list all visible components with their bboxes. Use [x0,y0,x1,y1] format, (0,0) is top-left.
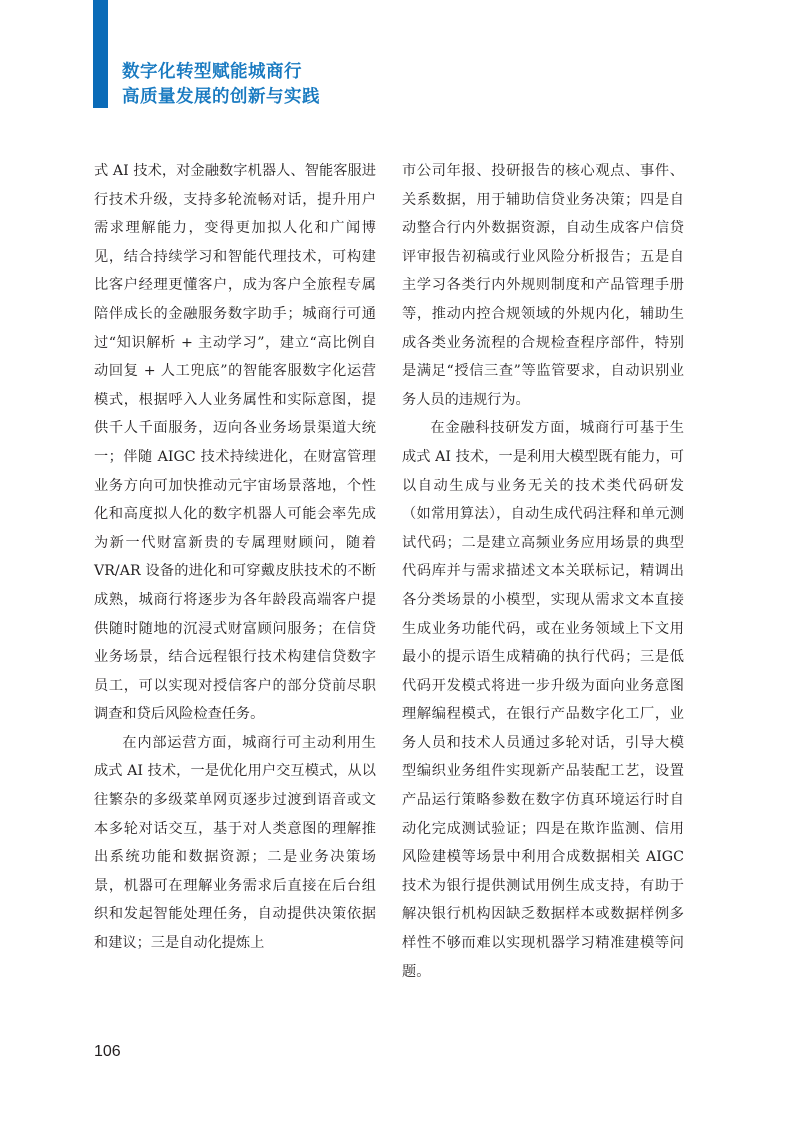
header-accent-bar [93,0,108,108]
running-header-line-1: 数字化转型赋能城商行 [122,62,302,82]
page-number: 106 [94,1043,121,1060]
paragraph: 式 AI 技术，对金融数字机器人、智能客服进行技术升级，支持多轮流畅对话，提升用户需求理解能力，变得更加拟人化和广闻博见，结合持续学习和智能代理技术，可构建比客户经理更懂客户，成为客户全旅程专属陪伴成长的金融服务数字助手；城商行可通过“知识解析 + 主动学习”，建立“高比例自动回复 + 人工兜底”的智能客服数字化运营模式，根据呼入人业务属性和实际意图，提供千人千面服务，迈向各业务场景渠道大统一；伴随 AIGC 技术持续进化，在财富管理业务方向可加快推动元宇宙场景落地，个性化和高度拟人化的数字机器人可能会率先成为新一代财富新贵的专属理财顾问，随着 VR/AR 设备的进化和可穿戴皮肤技术的不断成熟，城商行将逐步为各年龄段高端客户提供随时随地的沉浸式财富顾问服务；在信贷业务场景，结合远程银行技术构建信贷数字员工，可以实现对授信客户的部分贷前尽职调查和贷后风险检查任务。 [94,163,376,723]
running-header-line-2: 高质量发展的创新与实践 [122,87,320,107]
paragraph: 在金融科技研发方面，城商行可基于生成式 AI 技术，一是利用大模型既有能力，可以自动生成与业务无关的技术类代码研发（如常用算法），自动生成代码注释和单元测试代码；二是建立高频业务应用场景的典型代码库并与需求描述文本关联标记，精调出各分类场景的小模型，实现从需求文本直接生成业务功能代码，或在业务领域上下文用最小的提示语生成精确的执行代码；三是低代码开发模式将进一步升级为面向业务意图理解编程模式，在银行产品数字化工厂，业务人员和技术人员通过多轮对话，引导大模型编织业务组件实现新产品装配工艺，设置产品运行策略参数在数字仿真环境运行时自动化完成测试验证；四是在欺诈监测、信用风险建模等场景中利用合成数据相关 AIGC 技术为银行提供测试用例生成支持，有助于解决银行机构因缺乏数据样本或数据样例多样性不够而难以实现机器学习精准建模等问题。 [402,420,684,980]
running-header [122,60,320,110]
paragraph: 市公司年报、投研报告的核心观点、事件、关系数据，用于辅助信贷业务决策；四是自动整合行内外数据资源，自动生成客户信贷评审报告初稿或行业风险分析报告；五是自主学习各类行内外规则制度和产品管理手册等，推动内控合规领域的外规内化，辅助生成各类业务流程的合规检查程序部件，特别是满足“授信三查”等监管要求，自动识别业务人员的违规行为。 [402,163,684,408]
paragraph: 在内部运营方面，城商行可主动利用生成式 AI 技术，一是优化用户交互模式，从以往繁杂的多级菜单网页逐步过渡到语音或文本多轮对话交互，基于对人类意图的理解推出系统功能和数据资源；二是业务决策场景，机器可在理解业务需求后直接在后台组织和发起智能处理任务，自动提供决策依据和建议；三是自动化提炼上 [94,734,376,952]
right-column [402,157,684,986]
left-column [94,157,376,958]
